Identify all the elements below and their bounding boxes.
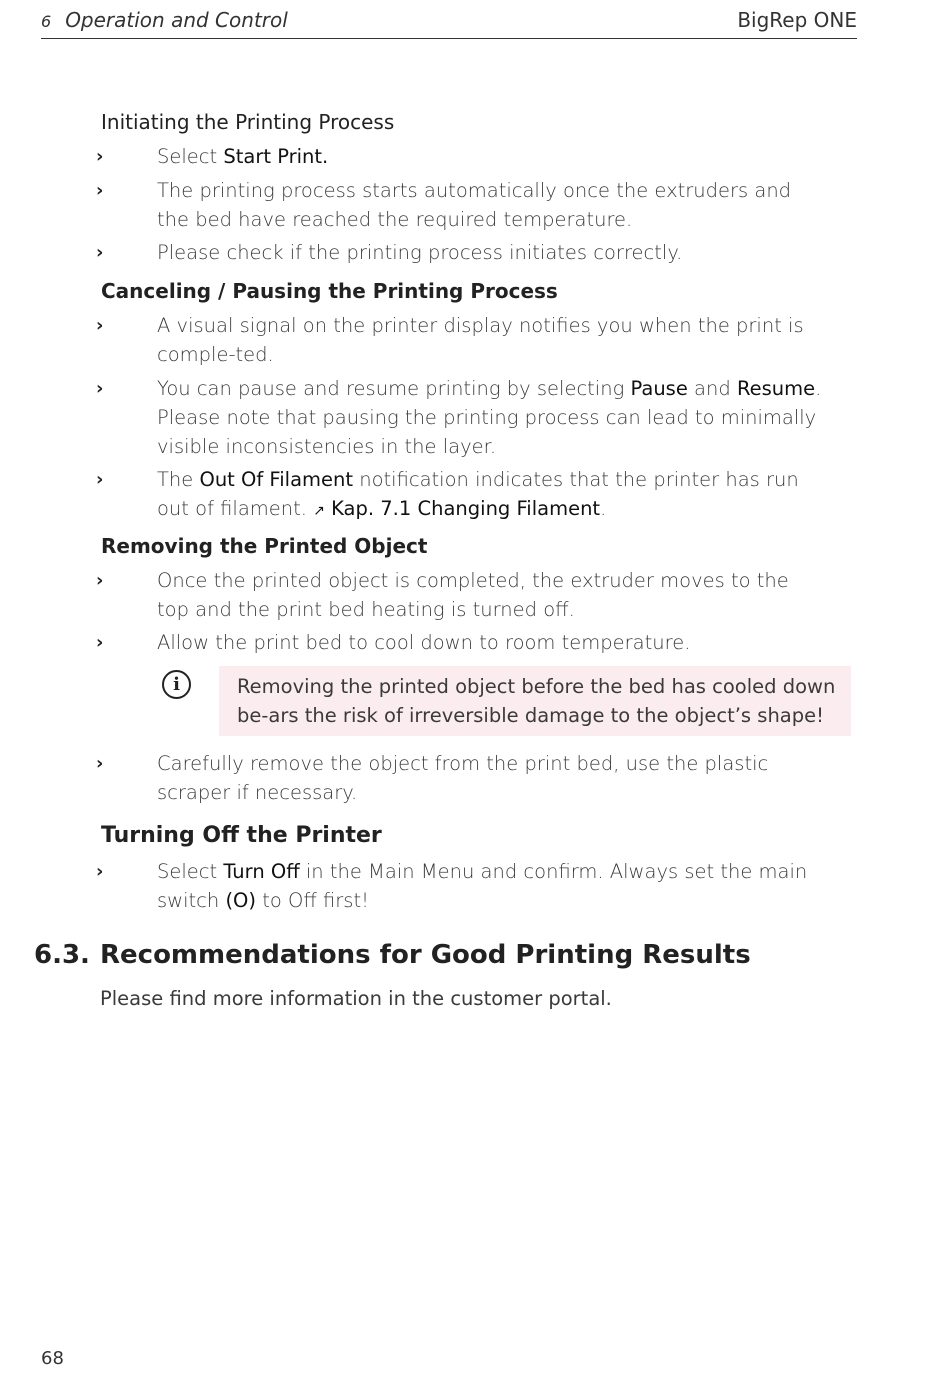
list-item xyxy=(96,566,826,624)
bullet-icon: › xyxy=(96,315,104,336)
item-text: Select xyxy=(157,860,224,883)
heading-canceling: Canceling / Pausing the Printing Process xyxy=(101,279,558,303)
item-text: Allow the print bed to cool down to room temperature. xyxy=(157,631,691,654)
list-item xyxy=(96,142,826,171)
bullet-icon: › xyxy=(96,861,104,882)
warning-note xyxy=(219,666,851,736)
chapter-title-text: Operation and Control xyxy=(65,8,288,32)
item-text: notification indicates that the printer has run out of filament. xyxy=(157,468,799,520)
heading-removing: Removing the Printed Object xyxy=(101,534,428,558)
bullet-icon: › xyxy=(96,632,104,653)
item-text: The xyxy=(157,468,200,491)
list-item xyxy=(96,176,826,234)
bullet-icon: › xyxy=(96,180,104,201)
heading-initiating: Initiating the Printing Process xyxy=(101,110,395,134)
item-text: . Please note that pausing the printing process can lead to minimally visible inconsistencies in the layer. xyxy=(157,377,822,458)
item-text: . xyxy=(600,497,607,520)
item-text: Once the printed object is completed, the extruder moves to the top and the print bed heating is turned off. xyxy=(157,569,789,621)
item-text: A visual signal on the printer display notifies you when the print is comple-ted. xyxy=(157,314,804,366)
bullet-icon: › xyxy=(96,378,104,399)
chapter-title xyxy=(41,8,288,32)
item-text: The printing process starts automatically once the extruders and the bed have reached the required temperature. xyxy=(157,179,792,231)
resume-label: Resume xyxy=(736,377,816,400)
section-number: 6.3. xyxy=(34,940,90,970)
info-icon: i xyxy=(162,670,191,699)
bullet-icon: › xyxy=(96,242,104,263)
item-text: Carefully remove the object from the print bed, use the plastic scraper if necessary. xyxy=(157,752,769,804)
page-number: 68 xyxy=(41,1348,64,1369)
item-text: to Off first! xyxy=(256,889,369,912)
page-header xyxy=(41,6,857,39)
item-text: Select xyxy=(157,145,224,168)
section-body: Please find more information in the customer portal. xyxy=(100,987,612,1010)
list-item xyxy=(96,238,826,267)
item-text: You can pause and resume printing by selecting xyxy=(157,377,631,400)
link-arrow-icon: ↗ xyxy=(313,503,325,519)
changing-filament-link[interactable]: Kap. 7.1 Changing Filament xyxy=(331,497,601,520)
list-item xyxy=(96,749,826,807)
bullet-icon: › xyxy=(96,570,104,591)
chapter-number: 6 xyxy=(41,12,52,31)
bullet-icon: › xyxy=(96,469,104,490)
list-item xyxy=(96,857,826,915)
main-switch-label: (O) xyxy=(225,889,257,912)
list-item xyxy=(96,628,826,657)
item-text: and xyxy=(687,377,737,400)
bullet-icon: › xyxy=(96,753,104,774)
out-of-filament-label: Out Of Filament xyxy=(199,468,354,491)
list-item xyxy=(96,374,826,461)
section-title: Recommendations for Good Printing Results xyxy=(100,940,751,970)
heading-turning-off: Turning Off the Printer xyxy=(101,823,382,848)
start-print-label: Start Print. xyxy=(223,145,329,168)
list-item xyxy=(96,465,826,526)
list-item xyxy=(96,311,826,369)
turn-off-label: Turn Off xyxy=(223,860,300,883)
item-text: in the Main Menu and confirm. Always set the main switch xyxy=(157,860,808,912)
item-text: Please check if the printing process initiates correctly. xyxy=(157,241,683,264)
bullet-icon: › xyxy=(96,146,104,167)
product-name: BigRep ONE xyxy=(737,8,857,32)
note-text: Removing the printed object before the bed has cooled down be-ars the risk of irreversible damage to the object’s shape! xyxy=(237,675,836,727)
pause-label: Pause xyxy=(630,377,688,400)
